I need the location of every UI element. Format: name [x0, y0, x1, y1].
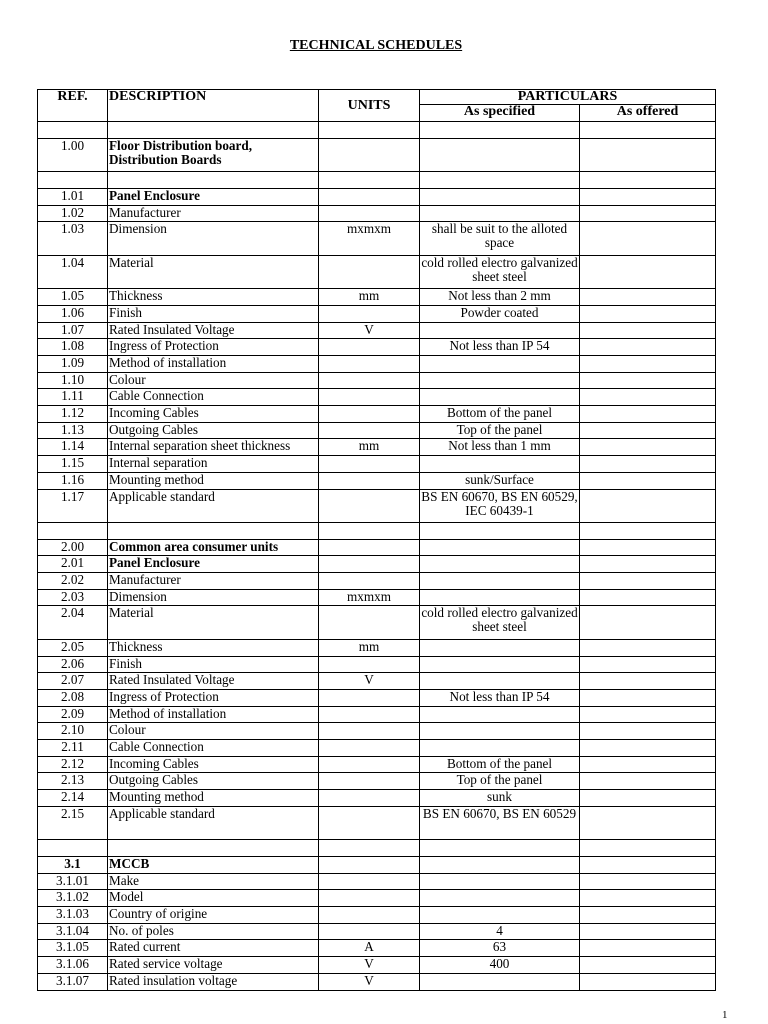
- as-specified-cell: [420, 723, 580, 740]
- ref-cell: 3.1.05: [38, 940, 108, 957]
- table-row: [38, 740, 716, 757]
- units-cell: mxmxm: [319, 589, 420, 606]
- ref-cell: 1.12: [38, 406, 108, 423]
- units-cell: [319, 706, 420, 723]
- description-cell: No. of poles: [108, 923, 319, 940]
- table-row: [38, 138, 716, 172]
- table-row: [38, 790, 716, 807]
- ref-cell: 2.04: [38, 606, 108, 640]
- ref-cell: 2.13: [38, 773, 108, 790]
- table-row: [38, 556, 716, 573]
- ref-cell: 3.1.04: [38, 923, 108, 940]
- description-cell: Common area consumer units: [108, 539, 319, 556]
- as-offered-cell: [580, 973, 716, 990]
- as-specified-cell: [420, 673, 580, 690]
- units-cell: mm: [319, 289, 420, 306]
- ref-cell: 3.1.07: [38, 973, 108, 990]
- as-specified-cell: cold rolled electro galvanized sheet steel: [420, 255, 580, 289]
- ref-cell: 2.10: [38, 723, 108, 740]
- table-row: [38, 857, 716, 874]
- description-cell: Floor Distribution board, Distribution Boards: [108, 138, 319, 172]
- description-cell: [108, 172, 319, 189]
- ref-cell: 2.12: [38, 756, 108, 773]
- table-row: [38, 422, 716, 439]
- header-description: DESCRIPTION: [108, 90, 319, 122]
- table-row: [38, 255, 716, 289]
- schedule-body: [38, 122, 716, 991]
- ref-cell: 2.03: [38, 589, 108, 606]
- table-row: [38, 806, 716, 840]
- blank-row: [38, 840, 716, 857]
- as-specified-cell: 4: [420, 923, 580, 940]
- as-specified-cell: BS EN 60670, BS EN 60529: [420, 806, 580, 840]
- as-specified-cell: [420, 857, 580, 874]
- units-cell: [319, 857, 420, 874]
- description-cell: Rated Insulated Voltage: [108, 322, 319, 339]
- ref-cell: [38, 523, 108, 540]
- as-offered-cell: [580, 873, 716, 890]
- table-row: [38, 406, 716, 423]
- description-cell: Internal separation sheet thickness: [108, 439, 319, 456]
- units-cell: [319, 873, 420, 890]
- description-cell: Cable Connection: [108, 389, 319, 406]
- as-offered-cell: [580, 205, 716, 222]
- ref-cell: 1.14: [38, 439, 108, 456]
- as-specified-cell: 400: [420, 957, 580, 974]
- as-specified-cell: sunk: [420, 790, 580, 807]
- ref-cell: [38, 840, 108, 857]
- ref-cell: 1.03: [38, 222, 108, 256]
- as-offered-cell: [580, 372, 716, 389]
- description-cell: Make: [108, 873, 319, 890]
- ref-cell: 2.14: [38, 790, 108, 807]
- units-cell: [319, 122, 420, 139]
- table-row: [38, 890, 716, 907]
- units-cell: [319, 188, 420, 205]
- ref-cell: 1.07: [38, 322, 108, 339]
- table-row: [38, 456, 716, 473]
- description-cell: Manufacturer: [108, 205, 319, 222]
- as-specified-cell: [420, 890, 580, 907]
- as-offered-cell: [580, 556, 716, 573]
- ref-cell: 3.1.02: [38, 890, 108, 907]
- ref-cell: 1.06: [38, 305, 108, 322]
- as-offered-cell: [580, 940, 716, 957]
- as-specified-cell: [420, 456, 580, 473]
- as-offered-cell: [580, 305, 716, 322]
- table-row: [38, 389, 716, 406]
- description-cell: Mounting method: [108, 472, 319, 489]
- description-cell: [108, 122, 319, 139]
- units-cell: [319, 422, 420, 439]
- description-cell: Country of origine: [108, 907, 319, 924]
- description-cell: Finish: [108, 656, 319, 673]
- as-specified-cell: Top of the panel: [420, 422, 580, 439]
- units-cell: [319, 305, 420, 322]
- document-title: TECHNICAL SCHEDULES: [289, 38, 463, 53]
- ref-cell: [38, 172, 108, 189]
- table-row: [38, 472, 716, 489]
- table-row: [38, 706, 716, 723]
- as-specified-cell: sunk/Surface: [420, 472, 580, 489]
- ref-cell: 1.10: [38, 372, 108, 389]
- as-offered-cell: [580, 840, 716, 857]
- table-row: [38, 573, 716, 590]
- description-cell: Model: [108, 890, 319, 907]
- ref-cell: 1.04: [38, 255, 108, 289]
- units-cell: [319, 255, 420, 289]
- ref-cell: 3.1.06: [38, 957, 108, 974]
- description-cell: Rated Insulated Voltage: [108, 673, 319, 690]
- as-specified-cell: [420, 840, 580, 857]
- header-units: UNITS: [319, 90, 420, 122]
- header-as-specified: As specified: [420, 105, 580, 122]
- ref-cell: 1.01: [38, 188, 108, 205]
- as-specified-cell: 63: [420, 940, 580, 957]
- units-cell: mm: [319, 439, 420, 456]
- units-cell: V: [319, 673, 420, 690]
- description-cell: Material: [108, 606, 319, 640]
- ref-cell: 1.11: [38, 389, 108, 406]
- as-offered-cell: [580, 422, 716, 439]
- as-offered-cell: [580, 439, 716, 456]
- units-cell: [319, 790, 420, 807]
- units-cell: [319, 356, 420, 373]
- as-offered-cell: [580, 740, 716, 757]
- description-cell: Thickness: [108, 289, 319, 306]
- as-offered-cell: [580, 539, 716, 556]
- as-offered-cell: [580, 690, 716, 707]
- as-specified-cell: [420, 639, 580, 656]
- as-specified-cell: [420, 656, 580, 673]
- as-offered-cell: [580, 790, 716, 807]
- units-cell: [319, 573, 420, 590]
- table-row: [38, 372, 716, 389]
- table-row: [38, 589, 716, 606]
- units-cell: [319, 389, 420, 406]
- units-cell: [319, 923, 420, 940]
- ref-cell: 2.15: [38, 806, 108, 840]
- ref-cell: 2.11: [38, 740, 108, 757]
- as-offered-cell: [580, 656, 716, 673]
- table-row: [38, 957, 716, 974]
- description-cell: Ingress of Protection: [108, 690, 319, 707]
- table-row: [38, 973, 716, 990]
- ref-cell: 1.13: [38, 422, 108, 439]
- description-cell: Method of installation: [108, 356, 319, 373]
- as-offered-cell: [580, 923, 716, 940]
- as-specified-cell: [420, 706, 580, 723]
- description-cell: Outgoing Cables: [108, 422, 319, 439]
- table-row: [38, 923, 716, 940]
- as-offered-cell: [580, 857, 716, 874]
- as-specified-cell: [420, 907, 580, 924]
- description-cell: Incoming Cables: [108, 406, 319, 423]
- as-offered-cell: [580, 122, 716, 139]
- table-row: [38, 222, 716, 256]
- as-offered-cell: [580, 172, 716, 189]
- as-specified-cell: Not less than IP 54: [420, 339, 580, 356]
- table-row: [38, 756, 716, 773]
- description-cell: Thickness: [108, 639, 319, 656]
- table-row: [38, 673, 716, 690]
- ref-cell: 1.17: [38, 489, 108, 523]
- as-offered-cell: [580, 222, 716, 256]
- description-cell: [108, 840, 319, 857]
- table-row: [38, 289, 716, 306]
- table-row: [38, 606, 716, 640]
- units-cell: V: [319, 322, 420, 339]
- as-offered-cell: [580, 756, 716, 773]
- units-cell: [319, 406, 420, 423]
- units-cell: [319, 556, 420, 573]
- page-number: 1: [722, 1009, 728, 1021]
- description-cell: Rated current: [108, 940, 319, 957]
- units-cell: V: [319, 973, 420, 990]
- as-offered-cell: [580, 322, 716, 339]
- as-specified-cell: Top of the panel: [420, 773, 580, 790]
- as-offered-cell: [580, 773, 716, 790]
- units-cell: [319, 372, 420, 389]
- as-offered-cell: [580, 706, 716, 723]
- as-specified-cell: [420, 172, 580, 189]
- as-offered-cell: [580, 255, 716, 289]
- as-specified-cell: Bottom of the panel: [420, 406, 580, 423]
- ref-cell: 2.02: [38, 573, 108, 590]
- as-specified-cell: shall be suit to the alloted space: [420, 222, 580, 256]
- description-cell: MCCB: [108, 857, 319, 874]
- ref-cell: 3.1.03: [38, 907, 108, 924]
- header-row: [38, 90, 716, 105]
- as-offered-cell: [580, 356, 716, 373]
- as-offered-cell: [580, 673, 716, 690]
- description-cell: [108, 523, 319, 540]
- as-specified-cell: BS EN 60670, BS EN 60529, IEC 60439-1: [420, 489, 580, 523]
- table-row: [38, 873, 716, 890]
- as-specified-cell: [420, 322, 580, 339]
- description-cell: Ingress of Protection: [108, 339, 319, 356]
- description-cell: Panel Enclosure: [108, 188, 319, 205]
- description-cell: Applicable standard: [108, 806, 319, 840]
- as-offered-cell: [580, 907, 716, 924]
- units-cell: [319, 606, 420, 640]
- as-specified-cell: [420, 389, 580, 406]
- units-cell: mm: [319, 639, 420, 656]
- as-specified-cell: [420, 138, 580, 172]
- table-row: [38, 639, 716, 656]
- units-cell: [319, 523, 420, 540]
- table-row: [38, 439, 716, 456]
- as-offered-cell: [580, 406, 716, 423]
- as-specified-cell: Not less than 2 mm: [420, 289, 580, 306]
- as-offered-cell: [580, 138, 716, 172]
- ref-cell: 1.08: [38, 339, 108, 356]
- blank-row: [38, 523, 716, 540]
- technical-schedule-table: [37, 89, 716, 991]
- table-row: [38, 305, 716, 322]
- description-cell: Material: [108, 255, 319, 289]
- description-cell: Outgoing Cables: [108, 773, 319, 790]
- table-row: [38, 356, 716, 373]
- units-cell: [319, 773, 420, 790]
- description-cell: Cable Connection: [108, 740, 319, 757]
- as-specified-cell: [420, 356, 580, 373]
- ref-cell: 2.09: [38, 706, 108, 723]
- ref-cell: 1.15: [38, 456, 108, 473]
- units-cell: [319, 723, 420, 740]
- as-specified-cell: [420, 372, 580, 389]
- as-specified-cell: [420, 589, 580, 606]
- description-cell: Internal separation: [108, 456, 319, 473]
- table-row: [38, 656, 716, 673]
- ref-cell: 2.06: [38, 656, 108, 673]
- description-cell: Manufacturer: [108, 573, 319, 590]
- units-cell: [319, 172, 420, 189]
- as-offered-cell: [580, 890, 716, 907]
- units-cell: [319, 907, 420, 924]
- table-row: [38, 773, 716, 790]
- blank-row: [38, 172, 716, 189]
- ref-cell: 3.1: [38, 857, 108, 874]
- units-cell: [319, 138, 420, 172]
- units-cell: mxmxm: [319, 222, 420, 256]
- ref-cell: 2.05: [38, 639, 108, 656]
- description-cell: Colour: [108, 723, 319, 740]
- as-offered-cell: [580, 456, 716, 473]
- description-cell: Rated insulation voltage: [108, 973, 319, 990]
- as-specified-cell: [420, 188, 580, 205]
- ref-cell: 1.09: [38, 356, 108, 373]
- as-specified-cell: [420, 122, 580, 139]
- as-specified-cell: [420, 740, 580, 757]
- description-cell: Dimension: [108, 222, 319, 256]
- table-row: [38, 539, 716, 556]
- description-cell: Applicable standard: [108, 489, 319, 523]
- as-offered-cell: [580, 523, 716, 540]
- ref-cell: [38, 122, 108, 139]
- as-offered-cell: [580, 389, 716, 406]
- header-ref: REF.: [38, 90, 108, 122]
- as-offered-cell: [580, 188, 716, 205]
- table-row: [38, 690, 716, 707]
- table-row: [38, 205, 716, 222]
- as-specified-cell: Not less than 1 mm: [420, 439, 580, 456]
- units-cell: [319, 539, 420, 556]
- as-specified-cell: [420, 973, 580, 990]
- description-cell: Panel Enclosure: [108, 556, 319, 573]
- as-offered-cell: [580, 639, 716, 656]
- as-offered-cell: [580, 957, 716, 974]
- ref-cell: 1.02: [38, 205, 108, 222]
- as-specified-cell: Powder coated: [420, 305, 580, 322]
- as-specified-cell: Bottom of the panel: [420, 756, 580, 773]
- as-offered-cell: [580, 573, 716, 590]
- units-cell: [319, 339, 420, 356]
- table-row: [38, 339, 716, 356]
- table-row: [38, 723, 716, 740]
- ref-cell: 2.00: [38, 539, 108, 556]
- as-offered-cell: [580, 606, 716, 640]
- units-cell: [319, 472, 420, 489]
- as-offered-cell: [580, 723, 716, 740]
- units-cell: A: [319, 940, 420, 957]
- header-as-offered: As offered: [580, 105, 716, 122]
- ref-cell: 2.08: [38, 690, 108, 707]
- description-cell: Finish: [108, 305, 319, 322]
- table-row: [38, 489, 716, 523]
- as-offered-cell: [580, 472, 716, 489]
- description-cell: Mounting method: [108, 790, 319, 807]
- units-cell: V: [319, 957, 420, 974]
- ref-cell: 1.16: [38, 472, 108, 489]
- as-specified-cell: [420, 205, 580, 222]
- as-offered-cell: [580, 589, 716, 606]
- units-cell: [319, 690, 420, 707]
- ref-cell: 1.00: [38, 138, 108, 172]
- ref-cell: 1.05: [38, 289, 108, 306]
- table-row: [38, 907, 716, 924]
- as-specified-cell: [420, 573, 580, 590]
- as-specified-cell: [420, 523, 580, 540]
- units-cell: [319, 806, 420, 840]
- table-row: [38, 940, 716, 957]
- units-cell: [319, 890, 420, 907]
- header-particulars: PARTICULARS: [420, 90, 716, 105]
- ref-cell: 3.1.01: [38, 873, 108, 890]
- units-cell: [319, 840, 420, 857]
- units-cell: [319, 205, 420, 222]
- as-specified-cell: cold rolled electro galvanized sheet steel: [420, 606, 580, 640]
- as-specified-cell: [420, 539, 580, 556]
- units-cell: [319, 489, 420, 523]
- as-offered-cell: [580, 489, 716, 523]
- description-cell: Incoming Cables: [108, 756, 319, 773]
- description-cell: Method of installation: [108, 706, 319, 723]
- as-specified-cell: Not less than IP 54: [420, 690, 580, 707]
- units-cell: [319, 756, 420, 773]
- blank-row: [38, 122, 716, 139]
- description-cell: Rated service voltage: [108, 957, 319, 974]
- as-specified-cell: [420, 556, 580, 573]
- units-cell: [319, 740, 420, 757]
- as-offered-cell: [580, 289, 716, 306]
- as-offered-cell: [580, 339, 716, 356]
- table-row: [38, 322, 716, 339]
- description-cell: Dimension: [108, 589, 319, 606]
- as-specified-cell: [420, 873, 580, 890]
- ref-cell: 2.01: [38, 556, 108, 573]
- description-cell: Colour: [108, 372, 319, 389]
- units-cell: [319, 656, 420, 673]
- units-cell: [319, 456, 420, 473]
- as-offered-cell: [580, 806, 716, 840]
- ref-cell: 2.07: [38, 673, 108, 690]
- table-row: [38, 188, 716, 205]
